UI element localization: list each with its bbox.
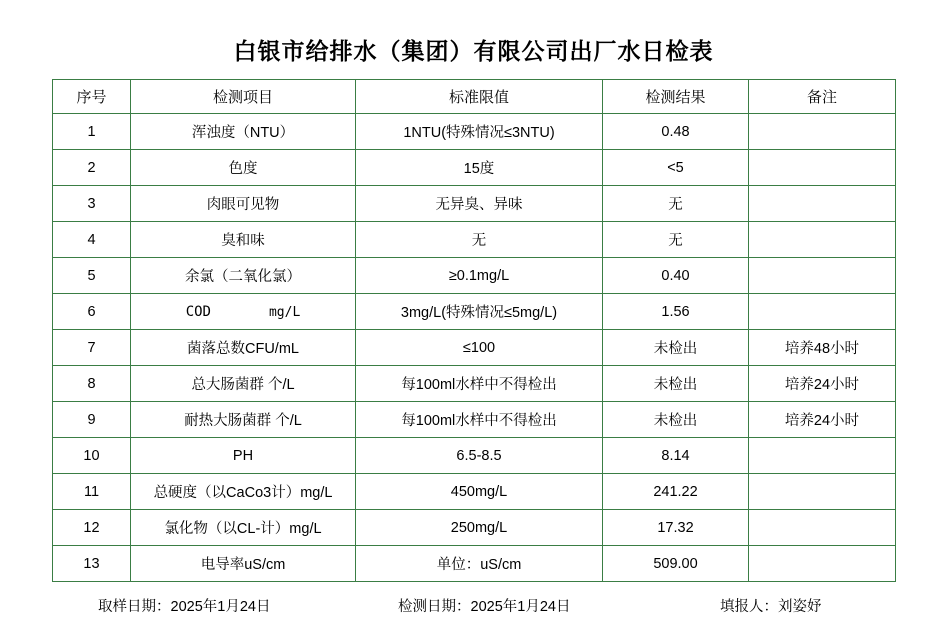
- table-row: [53, 438, 896, 474]
- cell-remark: [749, 474, 896, 510]
- cell-item: 色度: [131, 150, 356, 186]
- water-quality-table: [52, 79, 896, 582]
- cell-no: 2: [53, 150, 131, 186]
- cell-limit: 无: [356, 222, 603, 258]
- table-row: [53, 222, 896, 258]
- table-row: [53, 330, 896, 366]
- cell-remark: 培养24小时: [749, 402, 896, 438]
- table-row: [53, 474, 896, 510]
- cell-remark: [749, 258, 896, 294]
- cell-result: 无: [603, 186, 749, 222]
- table-body: [53, 114, 896, 582]
- column-header-result: 检测结果: [603, 80, 749, 114]
- cell-item: 浑浊度（NTU）: [131, 114, 356, 150]
- document-footer: [0, 595, 947, 616]
- cell-limit: 15度: [356, 150, 603, 186]
- cell-result: 无: [603, 222, 749, 258]
- cell-result: 0.48: [603, 114, 749, 150]
- cell-item-unit: mg/L: [268, 304, 301, 320]
- cell-no: 1: [53, 114, 131, 150]
- cell-item: 总硬度（以CaCo3计）mg/L: [131, 474, 356, 510]
- cell-item: 耐热大肠菌群 个/L: [131, 402, 356, 438]
- table-row: [53, 510, 896, 546]
- table-row: [53, 294, 896, 330]
- sampling-date: 取样日期：2025年1月24日: [98, 599, 271, 615]
- column-header-no: 序号: [53, 80, 131, 114]
- testing-date: 检测日期：2025年1月24日: [398, 599, 571, 615]
- cell-item: 氯化物（以CL-计）mg/L: [131, 510, 356, 546]
- cell-limit: 250mg/L: [356, 510, 603, 546]
- cell-no: 6: [53, 294, 131, 330]
- cell-limit: 1NTU(特殊情况≤3NTU): [356, 114, 603, 150]
- table-header: [53, 80, 896, 114]
- cell-no: 5: [53, 258, 131, 294]
- cell-limit: 单位：uS/cm: [356, 546, 603, 582]
- cell-result: 8.14: [603, 438, 749, 474]
- table-header-row: [53, 80, 896, 114]
- cell-no: 3: [53, 186, 131, 222]
- cell-remark: [749, 222, 896, 258]
- table-container: [0, 79, 947, 582]
- cell-result: 未检出: [603, 330, 749, 366]
- cell-no: 13: [53, 546, 131, 582]
- page-title: 白银市给排水（集团）有限公司出厂水日检表: [233, 38, 714, 65]
- table-row: [53, 258, 896, 294]
- cell-remark: 培养24小时: [749, 366, 896, 402]
- cell-limit: 无异臭、异味: [356, 186, 603, 222]
- cell-limit: ≤100: [356, 330, 603, 366]
- column-header-remark: 备注: [749, 80, 896, 114]
- cell-limit: 每100ml水样中不得检出: [356, 402, 603, 438]
- cell-remark: [749, 546, 896, 582]
- cell-result: <5: [603, 150, 749, 186]
- cell-result: 17.32: [603, 510, 749, 546]
- column-header-limit: 标准限值: [356, 80, 603, 114]
- cell-item: 余氯（二氧化氯）: [131, 258, 356, 294]
- cell-item: 肉眼可见物: [131, 186, 356, 222]
- cell-item: 臭和味: [131, 222, 356, 258]
- cell-remark: [749, 186, 896, 222]
- cell-result: 241.22: [603, 474, 749, 510]
- cell-no: 10: [53, 438, 131, 474]
- cell-limit: ≥0.1mg/L: [356, 258, 603, 294]
- cell-remark: [749, 510, 896, 546]
- cell-no: 11: [53, 474, 131, 510]
- cell-item-label: COD: [185, 303, 211, 320]
- cell-remark: [749, 294, 896, 330]
- cell-result: 1.56: [603, 294, 749, 330]
- cell-no: 12: [53, 510, 131, 546]
- cell-result: 未检出: [603, 366, 749, 402]
- cell-limit: 6.5-8.5: [356, 438, 603, 474]
- cell-result: 0.40: [603, 258, 749, 294]
- cell-limit: 每100ml水样中不得检出: [356, 366, 603, 402]
- table-row: [53, 546, 896, 582]
- cell-item-cod: [186, 304, 301, 320]
- cell-result: 未检出: [603, 402, 749, 438]
- cell-item: 菌落总数CFU/mL: [131, 330, 356, 366]
- cell-no: 7: [53, 330, 131, 366]
- cell-limit: 450mg/L: [356, 474, 603, 510]
- cell-result: 509.00: [603, 546, 749, 582]
- cell-no: 9: [53, 402, 131, 438]
- cell-no: 8: [53, 366, 131, 402]
- cell-item: 总大肠菌群 个/L: [131, 366, 356, 402]
- cell-item: [131, 294, 356, 330]
- table-row: [53, 150, 896, 186]
- table-row: [53, 366, 896, 402]
- cell-no: 4: [53, 222, 131, 258]
- cell-remark: [749, 150, 896, 186]
- column-header-item: 检测项目: [131, 80, 356, 114]
- cell-remark: 培养48小时: [749, 330, 896, 366]
- cell-limit: 3mg/L(特殊情况≤5mg/L): [356, 294, 603, 330]
- table-row: [53, 402, 896, 438]
- table-row: [53, 114, 896, 150]
- cell-item: PH: [131, 438, 356, 474]
- reporter: 填报人：刘姿妤: [720, 599, 822, 615]
- cell-remark: [749, 114, 896, 150]
- table-row: [53, 186, 896, 222]
- cell-item: 电导率uS/cm: [131, 546, 356, 582]
- cell-remark: [749, 438, 896, 474]
